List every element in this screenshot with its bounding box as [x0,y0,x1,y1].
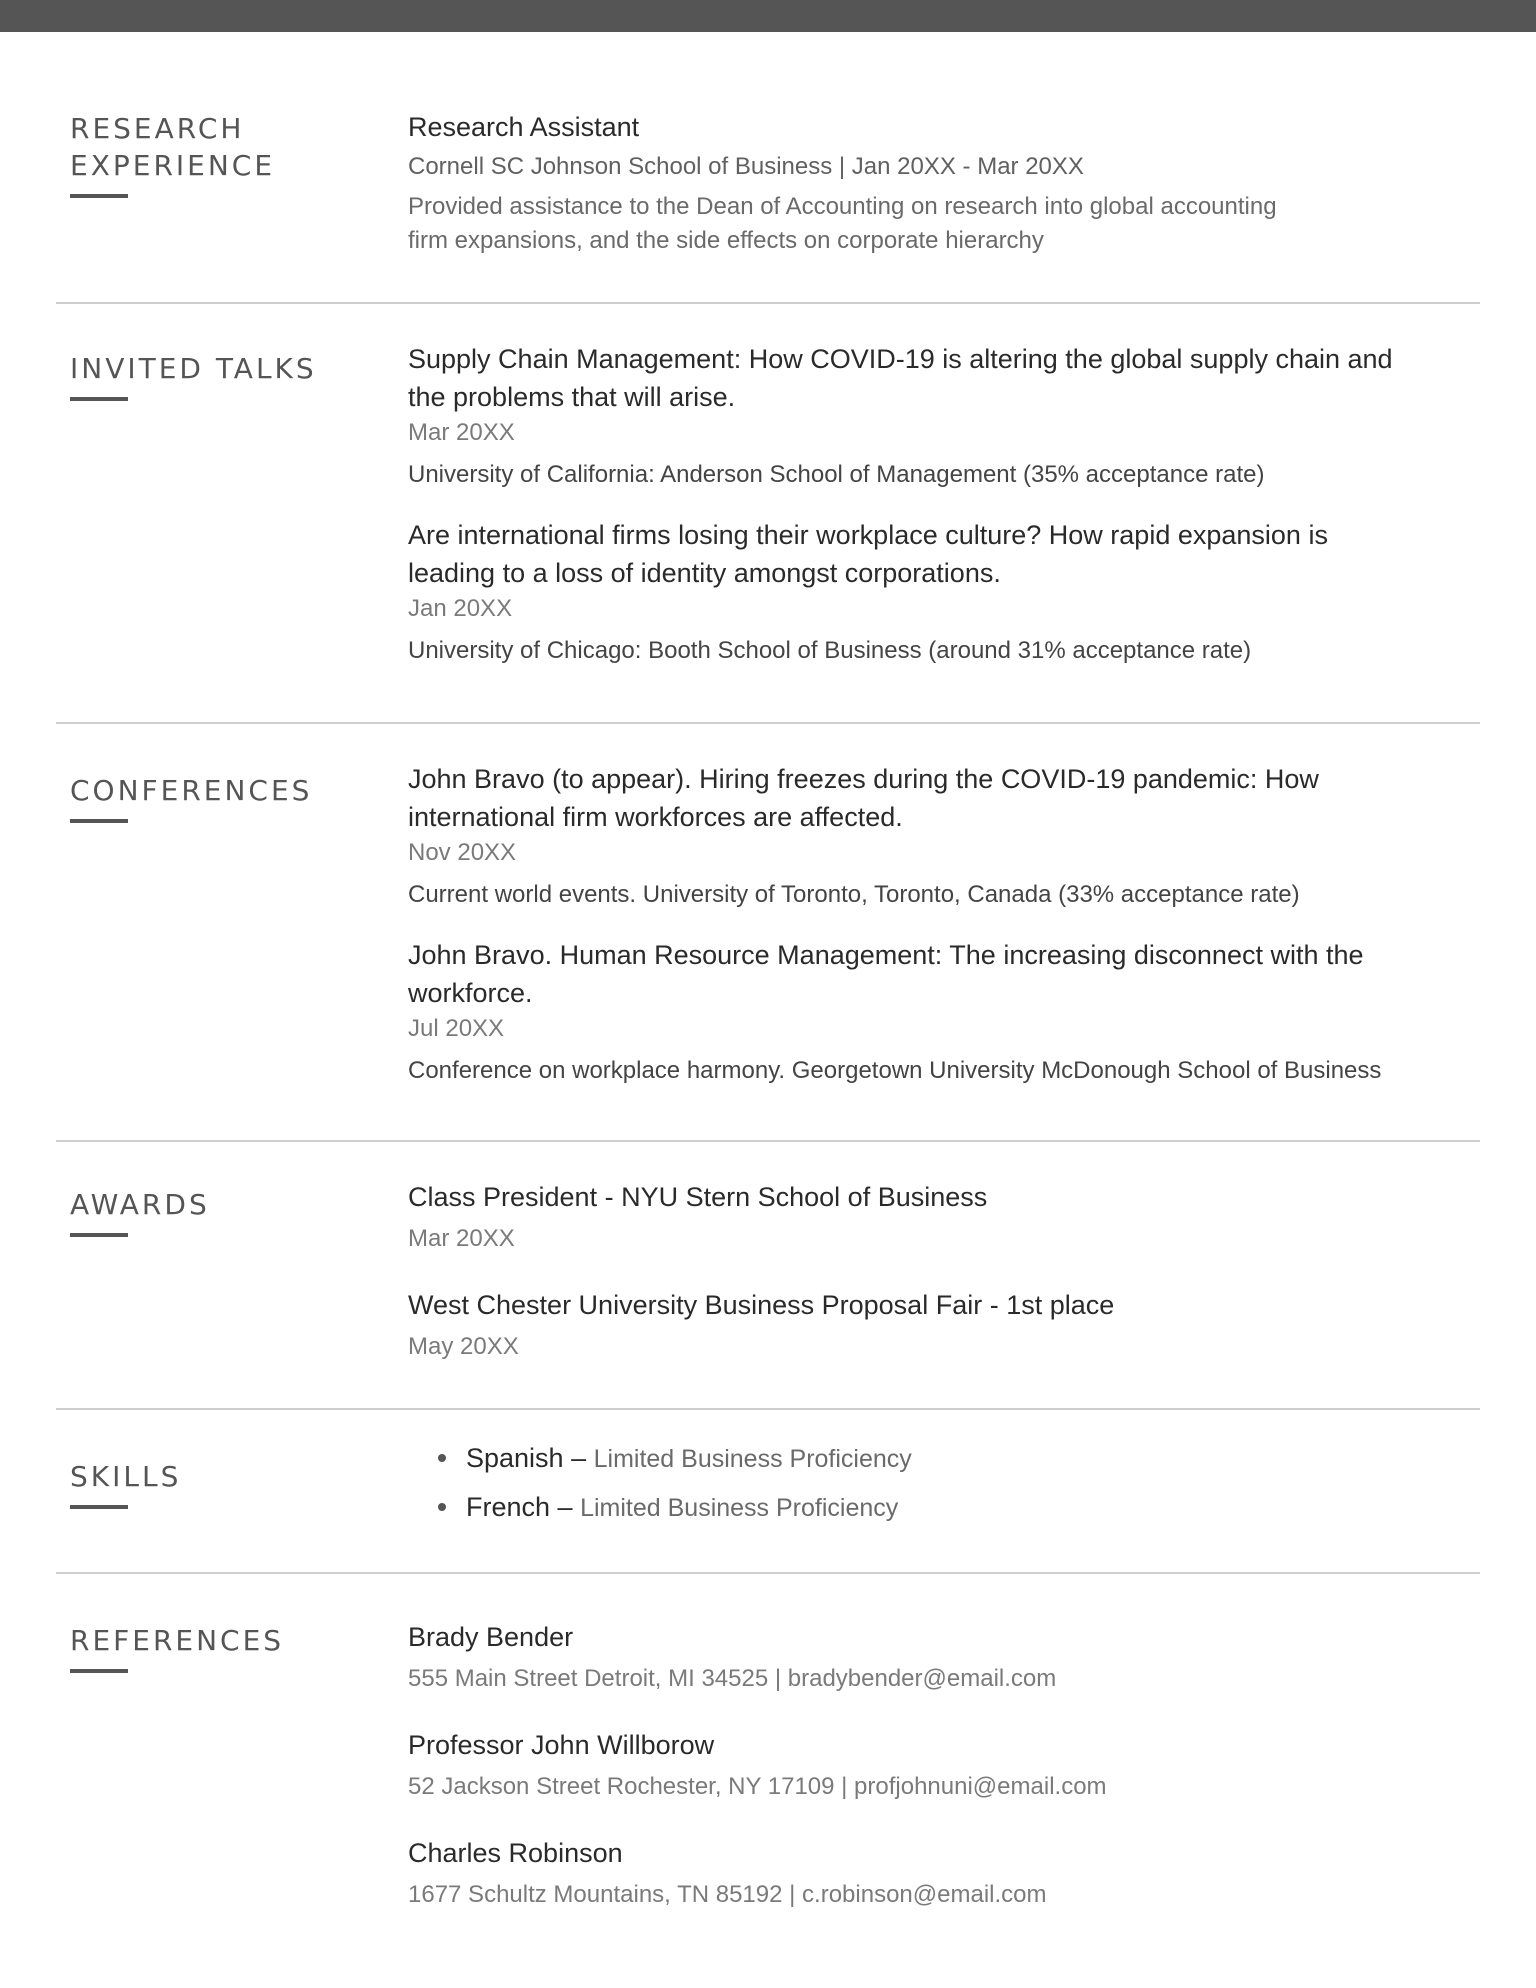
heading-line: EXPERIENCE [70,149,276,182]
entry-venue: Conference on workplace harmony. Georgetown University McDonough School of Business [408,1057,1382,1084]
reference-contact: 555 Main Street Detroit, MI 34525 | bradybender@email.com [408,1665,1057,1692]
entry-title: John Bravo. Human Resource Management: The increasing disconnect with the [408,940,1364,970]
reference-name: Charles Robinson [408,1838,623,1868]
award-entry [408,1178,1472,1256]
entry-title: Are international firms losing their workplace culture? How rapid expansion is [408,520,1328,550]
entry-title: John Bravo (to appear). Hiring freezes during the COVID-19 pandemic: How [408,764,1319,794]
section-heading [70,110,370,198]
entry-title: West Chester University Business Proposal Fair - 1st place [408,1290,1115,1320]
section-references [56,1574,1480,1934]
reference-name: Brady Bender [408,1622,574,1652]
heading-underline [70,397,128,401]
entry-date: Jul 20XX [408,1015,505,1042]
entry-title: Class President - NYU Stern School of Business [408,1182,988,1212]
section-content [408,1178,1472,1382]
skills-list [408,1434,1472,1532]
bullet-icon [438,1503,446,1511]
heading-line: CONFERENCES [70,774,313,807]
heading-line: INVITED TALKS [70,352,317,385]
conference-entry [408,936,1472,1088]
section-heading [70,772,370,823]
section-conferences [56,724,1480,1142]
top-bar [0,0,1536,32]
skill-level: Limited Business Proficiency [580,1494,899,1522]
entry-title: Supply Chain Management: How COVID-19 is altering the global supply chain and [408,344,1393,374]
heading-underline [70,1505,128,1509]
entry-description: Provided assistance to the Dean of Accounting on research into global accounting [408,193,1277,220]
heading-line: SKILLS [70,1460,182,1493]
section-research-experience [56,32,1480,304]
list-item [408,1434,1472,1483]
entry-venue: Current world events. University of Toronto, Toronto, Canada (33% acceptance rate) [408,881,1300,908]
entry-title: leading to a loss of identity amongst corporations. [408,558,1001,588]
entry-date: Jan 20XX [408,595,513,622]
entry-description: firm expansions, and the side effects on corporate hierarchy [408,227,1044,254]
entry-date: Mar 20XX [408,419,515,446]
heading-line: REFERENCES [70,1624,285,1657]
section-content [408,1618,1472,1930]
heading-underline [70,1233,128,1237]
entry-subtitle: Cornell SC Johnson School of Business | Jan 20XX - Mar 20XX [408,153,1084,180]
reference-entry [408,1834,1472,1912]
section-content [408,1434,1472,1532]
award-entry [408,1286,1472,1364]
section-content [408,760,1472,1106]
conference-entry [408,760,1472,912]
talk-entry [408,340,1472,492]
entry-venue: University of Chicago: Booth School of Business (around 31% acceptance rate) [408,637,1252,664]
skill-name: French – [466,1492,573,1522]
reference-contact: 52 Jackson Street Rochester, NY 17109 | profjohnuni@email.com [408,1773,1107,1800]
heading-underline [70,819,128,823]
section-heading [70,1458,370,1509]
bullet-icon [438,1454,446,1462]
reference-entry [408,1726,1472,1804]
section-content [408,108,1472,258]
reference-name: Professor John Willborow [408,1730,715,1760]
heading-line: RESEARCH [70,112,245,145]
list-item [408,1483,1472,1532]
entry-title: Research Assistant [408,112,640,142]
section-invited-talks [56,304,1480,724]
entry-title: workforce. [408,978,533,1008]
heading-underline [70,1669,128,1673]
section-heading [70,350,370,401]
section-heading [70,1622,370,1673]
section-awards [56,1142,1480,1410]
heading-line: AWARDS [70,1188,210,1221]
entry-title: international firm workforces are affected. [408,802,903,832]
entry-date: Mar 20XX [408,1225,515,1252]
section-content [408,340,1472,686]
skill-name: Spanish – [466,1443,587,1473]
reference-entry [408,1618,1472,1696]
entry-venue: University of California: Anderson School of Management (35% acceptance rate) [408,461,1265,488]
reference-contact: 1677 Schultz Mountains, TN 85192 | c.robinson@email.com [408,1881,1047,1908]
entry-title: the problems that will arise. [408,382,736,412]
talk-entry [408,516,1472,668]
resume-page [0,32,1536,1934]
section-heading [70,1186,370,1237]
entry-date: Nov 20XX [408,839,517,866]
section-skills [56,1410,1480,1574]
heading-underline [70,194,128,198]
skill-level: Limited Business Proficiency [593,1445,912,1473]
entry-date: May 20XX [408,1333,519,1360]
